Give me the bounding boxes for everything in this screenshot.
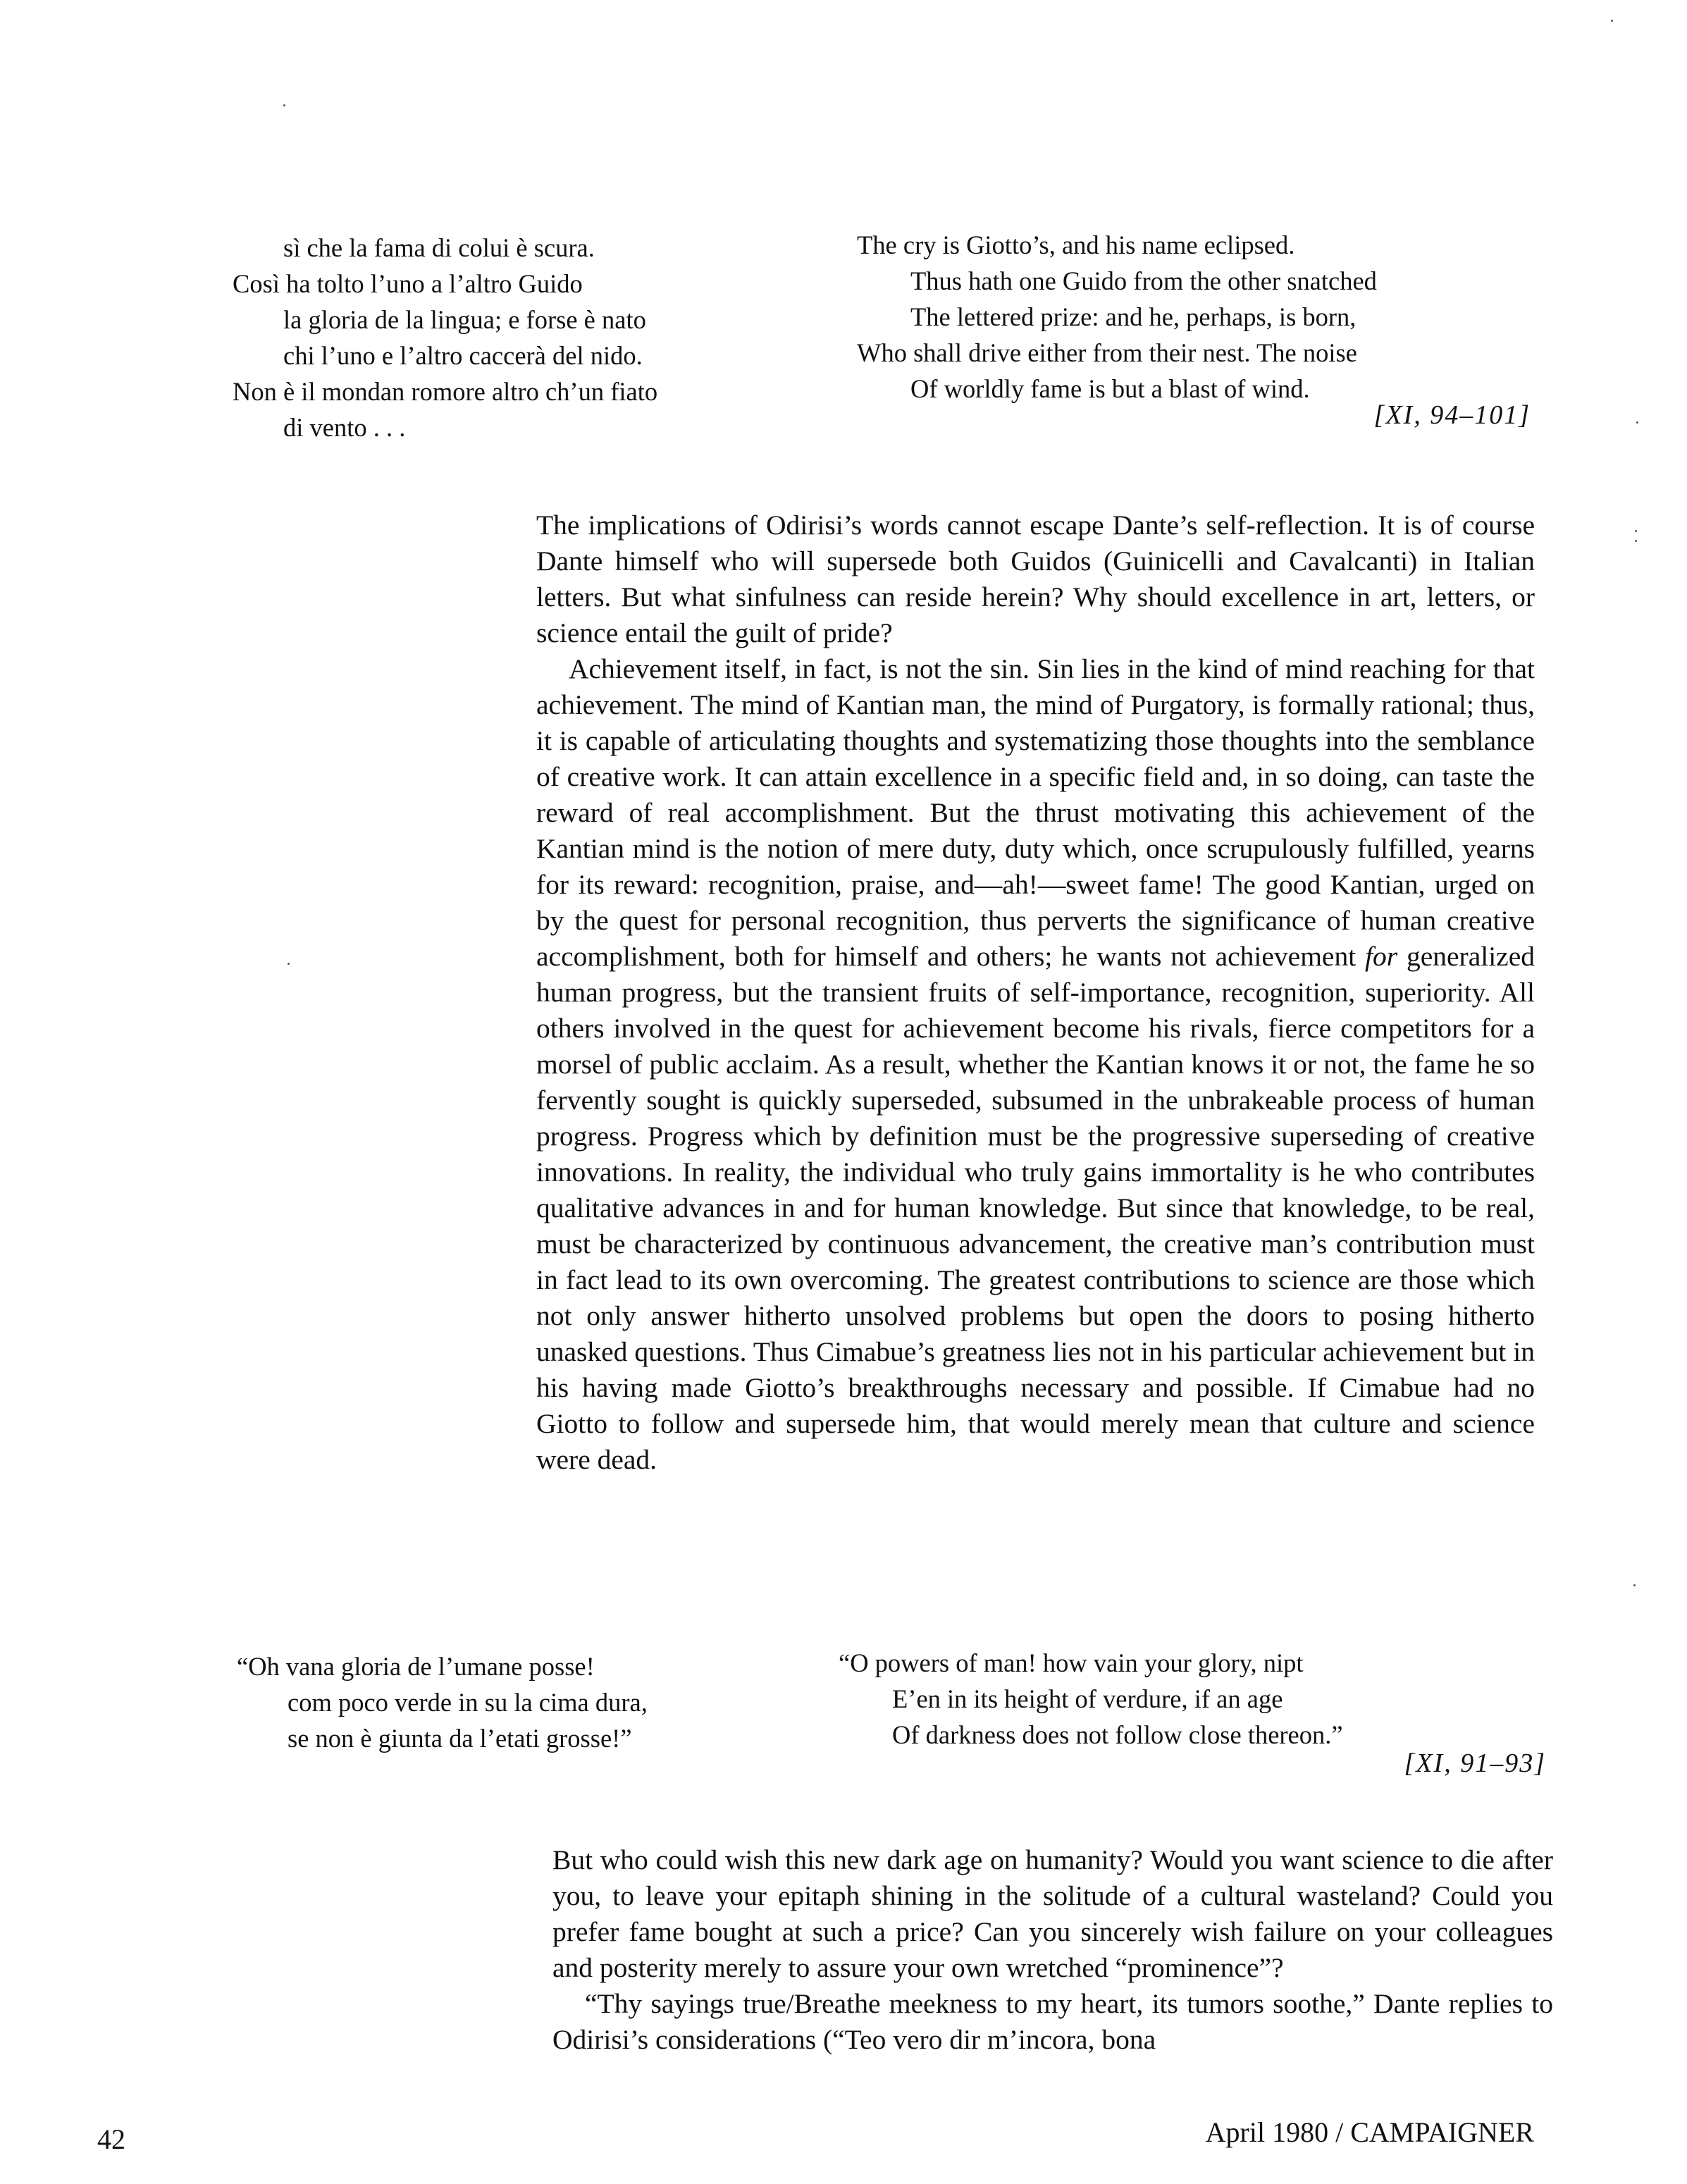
verse-line: “O powers of man! how vain your glory, nipt xyxy=(839,1648,1304,1677)
body-paragraph: “Thy sayings true/Breathe meekness to my heart, its tumors soothe,” Dante replies to Odirisi’s considerations (“Teo vero dir m’incora, bona xyxy=(552,1988,1553,2055)
scan-speck xyxy=(1635,540,1637,542)
verse-line: chi l’uno e l’altro caccerà del nido. xyxy=(283,341,643,370)
verse-line: The cry is Giotto’s, and his name eclipsed. xyxy=(857,230,1295,259)
verse-line: “Oh vana gloria de l’umane posse! xyxy=(237,1652,595,1681)
scan-speck xyxy=(1636,421,1638,424)
verse-line: com poco verde in su la cima dura, xyxy=(288,1688,648,1717)
verse-line: Who shall drive either from their nest. The noise xyxy=(857,338,1357,367)
emphasis-text: for xyxy=(1365,941,1398,972)
verse-line: di vento . . . xyxy=(283,413,406,442)
body-text-2 xyxy=(552,1842,1553,2058)
verse2-italian xyxy=(237,1648,648,1756)
body-paragraph: The implications of Odirisi’s words cannot escape Dante’s self-reflection. It is of course Dante himself who will supersede both Guidos (Guinicelli and Cavalcanti) in Italian letters. But what sinfulness can reside herein? Why should excellence in art, letters, or science entail the guilt of pride? xyxy=(536,510,1535,648)
scan-speck xyxy=(1611,20,1613,22)
scan-speck xyxy=(283,104,285,106)
body-text-1 xyxy=(536,507,1535,1478)
verse-line: Così ha tolto l’uno a l’altro Guido xyxy=(233,269,583,298)
verse-line: sì che la fama di colui è scura. xyxy=(283,233,595,262)
scan-speck xyxy=(288,963,290,965)
verse-line: E’en in its height of verdure, if an age xyxy=(892,1684,1283,1713)
body-paragraph xyxy=(536,651,1535,1478)
verse-line: Of darkness does not follow close thereon.” xyxy=(892,1720,1343,1749)
verse-line: la gloria de la lingua; e forse è nato xyxy=(283,305,646,334)
verse1-citation: [XI, 94–101] xyxy=(1373,400,1531,430)
verse2-english xyxy=(839,1645,1343,1753)
verse-line: Thus hath one Guido from the other snatched xyxy=(910,266,1377,295)
verse1-english xyxy=(857,227,1377,407)
page-number: 42 xyxy=(97,2123,125,2155)
verse2-citation: [XI, 91–93] xyxy=(1404,1748,1546,1778)
body-text-run: Achievement itself, in fact, is not the sin. Sin lies in the kind of mind reaching for that achievement. The mind of Kantian man, the mind of Purgatory, is formally rational; thus, it is capable of articulating thoughts and systematizing those thoughts into the semblance of creative work. It can attain excellence in a specific field and, in so doing, can taste the reward of real accomplishment. But the thrust motivating this achievement of the Kantian mind is the notion of mere duty, duty which, once scrupulously fulfilled, yearns for its reward: recognition, praise, and—ah!—sweet fame! The good Kantian, urged on by the quest for personal recognition, thus perverts the significance of human creative accomplishment, both for himself and others; he wants not achievement xyxy=(536,653,1535,972)
verse-line: Non è il mondan romore altro ch’un fiato xyxy=(233,377,658,406)
running-footer: April 1980 / CAMPAIGNER xyxy=(1205,2116,1534,2148)
verse1-italian xyxy=(233,230,657,445)
body-paragraph: But who could wish this new dark age on humanity? Would you want science to die after you, to leave your epitaph shining in the solitude of a cultural wasteland? Could you prefer fame bought at such a price? Can you sincerely wish failure on your colleagues and posterity merely to assure your own wretched “prominence”? xyxy=(552,1844,1553,1983)
scan-speck xyxy=(1633,1584,1636,1586)
verse-line: se non è giunta da l’etati grosse!” xyxy=(288,1724,632,1753)
verse-line: Of worldly fame is but a blast of wind. xyxy=(910,374,1310,403)
verse-line: The lettered prize: and he, perhaps, is born, xyxy=(910,302,1357,331)
body-text-run: generalized human progress, but the transient fruits of self-importance, recognition, superiority. All others involved in the quest for achievement become his rivals, fierce competitors for a morsel of public acclaim. As a result, whether the Kantian knows it or not, the fame he so fervently sought is quickly superseded, subsumed in the unbrakeable process of human progress. Progress which by definition must be the progressive superseding of creative innovations. In reality, the individual who truly gains immortality is he who contributes qualitative advances in and for human knowledge. But since that knowledge, to be real, must be characterized by continuous advancement, the creative man’s contribution must in fact lead to its own overcoming. The greatest contributions to science are those which not only answer hitherto unsolved problems but open the doors to posing hitherto unasked questions. Thus Cimabue’s greatness lies not in his particular achievement but in his having made Giotto’s breakthroughs necessary and possible. If Cimabue had no Giotto to follow and supersede him, that would merely mean that culture and science were dead. xyxy=(536,941,1535,1475)
scan-speck xyxy=(1635,530,1637,532)
